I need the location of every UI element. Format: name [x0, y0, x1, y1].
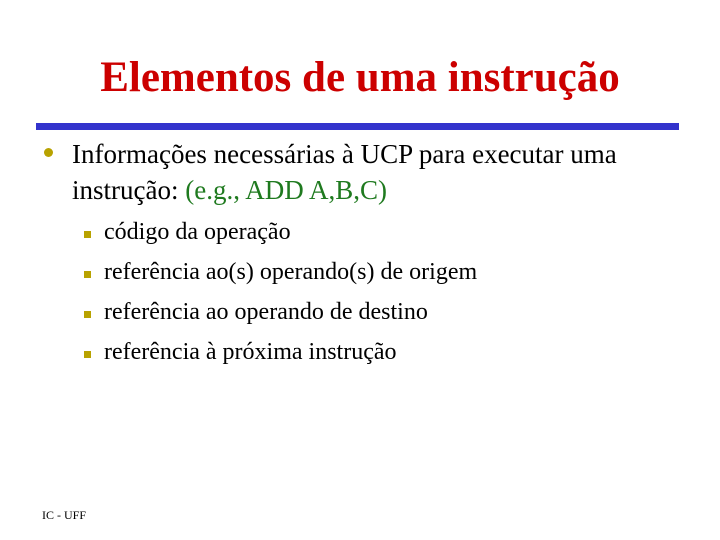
main-point-text: Informações necessárias à UCP para executar uma instrução:: [72, 139, 617, 205]
main-point: [72, 136, 692, 208]
sub-point-text: referência ao(s) operando(s) de origem: [104, 259, 478, 285]
bullet-square-icon: [84, 231, 91, 238]
bullet-square-icon: [84, 311, 91, 318]
sub-point-text: referência à próxima instrução: [104, 339, 397, 365]
bullet-circle-icon: [44, 148, 53, 157]
main-point-example: (e.g., ADD A,B,C): [185, 175, 387, 205]
bullet-square-icon: [84, 351, 91, 358]
title-divider: [36, 123, 679, 130]
footer-label: IC - UFF: [42, 508, 87, 522]
slide-title: Elementos de uma instrução: [100, 54, 620, 101]
sub-point-text: referência ao operando de destino: [104, 299, 428, 325]
sub-point-list: [84, 216, 477, 376]
sub-point: [84, 296, 477, 336]
bullet-square-icon: [84, 271, 91, 278]
sub-point: [84, 256, 477, 296]
sub-point-text: código da operação: [104, 219, 291, 245]
sub-point: [84, 336, 477, 376]
sub-point: [84, 216, 477, 256]
